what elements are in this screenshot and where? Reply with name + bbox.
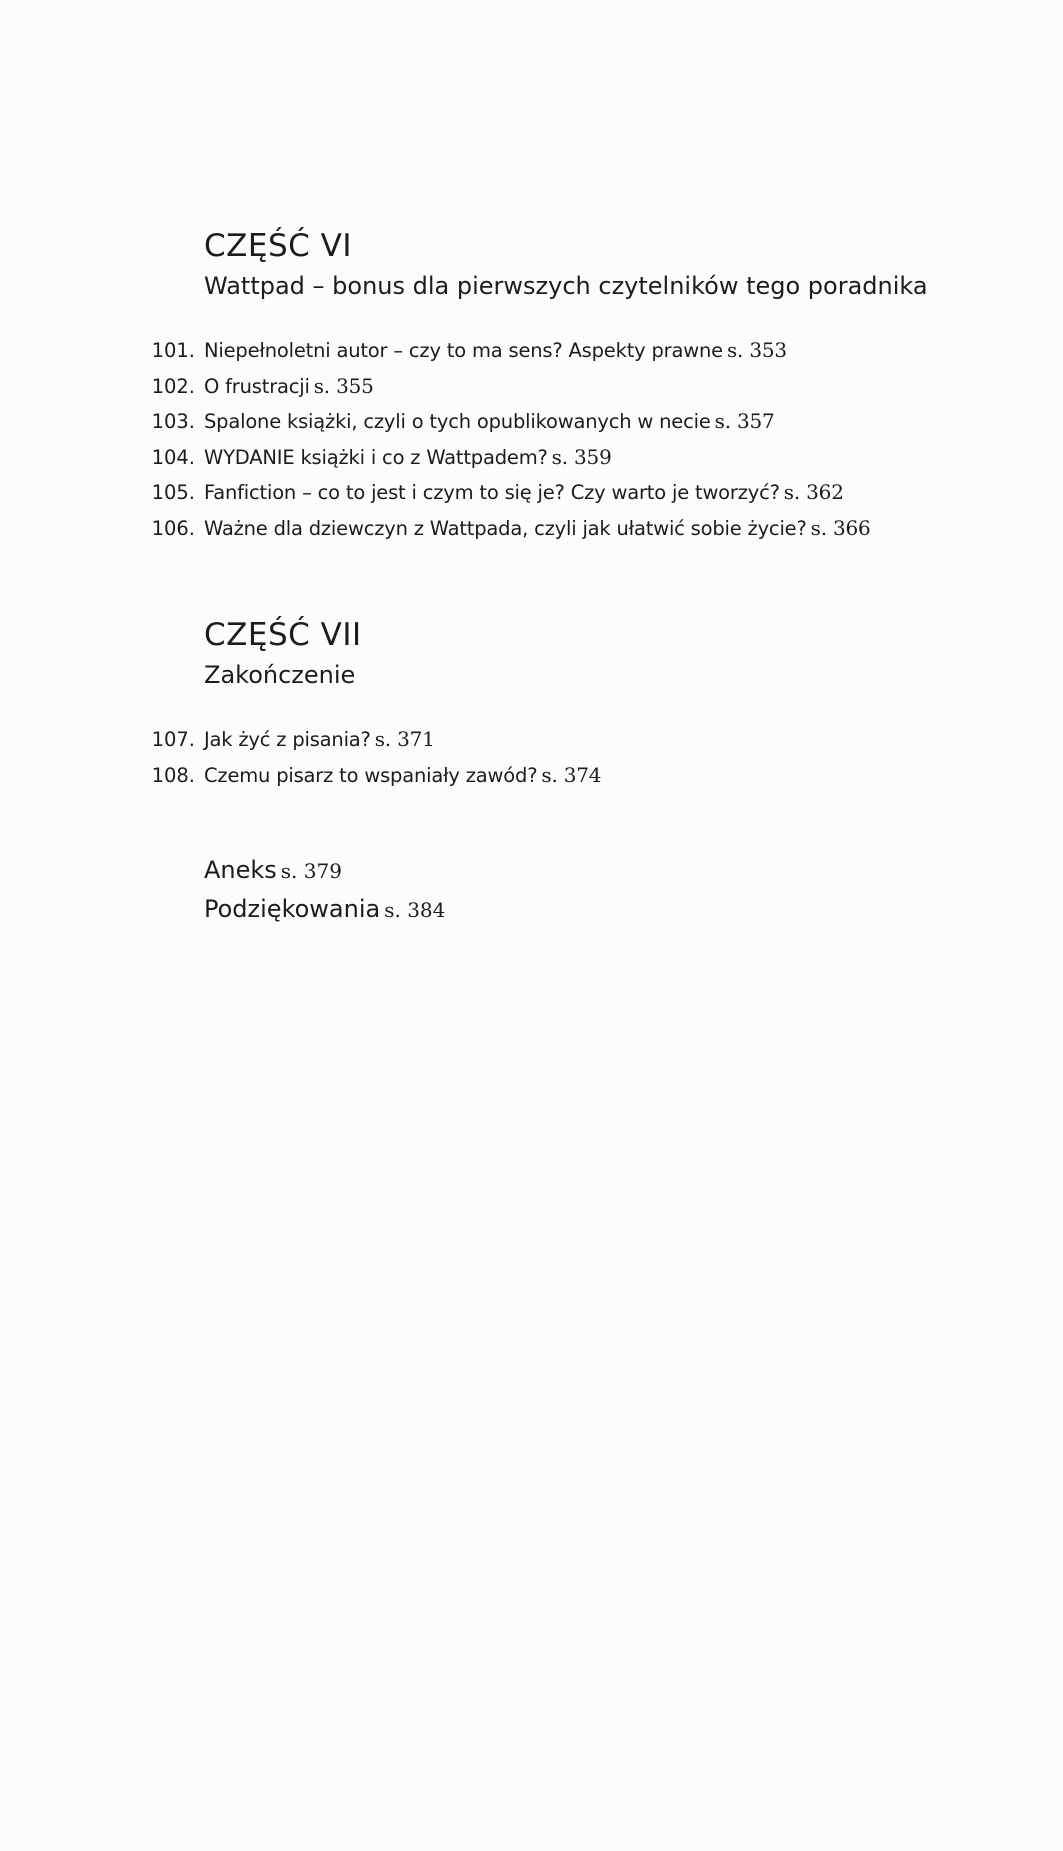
back-matter-podziekowania (204, 895, 445, 923)
entry-number: 101. (151, 339, 195, 362)
entry-title: Czemu pisarz to wspaniały zawód? (204, 763, 538, 787)
entry-number: 108. (151, 763, 195, 787)
part-7-subtitle: Zakończenie (204, 661, 356, 689)
entry-title: O frustracji (204, 374, 310, 398)
back-matter-page: s. 379 (280, 859, 342, 883)
part-7-heading: CZĘŚĆ VII (204, 617, 362, 653)
part-7-entries (0, 722, 1063, 793)
part-6-entries (0, 333, 1063, 547)
entry-page: s. 353 (726, 338, 787, 362)
part-6-subtitle: Wattpad – bonus dla pierwszych czytelników tego poradnika (204, 272, 928, 300)
back-matter-page: s. 384 (384, 898, 446, 922)
toc-entry-101 (0, 333, 1063, 369)
toc-entry-102 (0, 369, 1063, 405)
entry-number: 107. (151, 728, 195, 751)
back-matter-title: Aneks (204, 856, 277, 884)
entry-page: s. 362 (783, 480, 844, 505)
entry-number: 106. (151, 516, 195, 540)
back-matter-aneks (204, 856, 342, 884)
entry-number: 103. (151, 410, 195, 434)
toc-entry-104 (0, 440, 1063, 476)
entry-number: 104. (151, 445, 195, 469)
entry-title: Jak żyć z pisania? (204, 728, 371, 751)
entry-page: s. 371 (374, 727, 435, 751)
entry-title: WYDANIE książki i co z Wattpadem? (204, 445, 548, 469)
entry-number: 102. (151, 374, 195, 398)
toc-entry-106 (0, 511, 1063, 547)
entry-title: Spalone książki, czyli o tych opublikowanych w necie (204, 410, 711, 434)
back-matter-title: Podziękowania (204, 895, 381, 923)
toc-entry-103 (0, 404, 1063, 440)
entry-page: s. 374 (541, 762, 602, 787)
entry-title: Ważne dla dziewczyn z Wattpada, czyli jak ułatwić sobie życie? (204, 516, 807, 540)
entry-page: s. 359 (551, 444, 612, 469)
part-6-heading: CZĘŚĆ VI (204, 228, 352, 264)
entry-number: 105. (151, 481, 195, 505)
toc-entry-107 (0, 722, 1063, 758)
toc-entry-105 (0, 475, 1063, 511)
toc-entry-108 (0, 758, 1063, 794)
entry-title: Niepełnoletni autor – czy to ma sens? Aspekty prawne (204, 339, 723, 362)
entry-page: s. 366 (810, 515, 871, 540)
entry-page: s. 357 (714, 409, 775, 434)
entry-title: Fanfiction – co to jest i czym to się je? Czy warto je tworzyć? (204, 481, 780, 505)
entry-page: s. 355 (313, 373, 374, 398)
